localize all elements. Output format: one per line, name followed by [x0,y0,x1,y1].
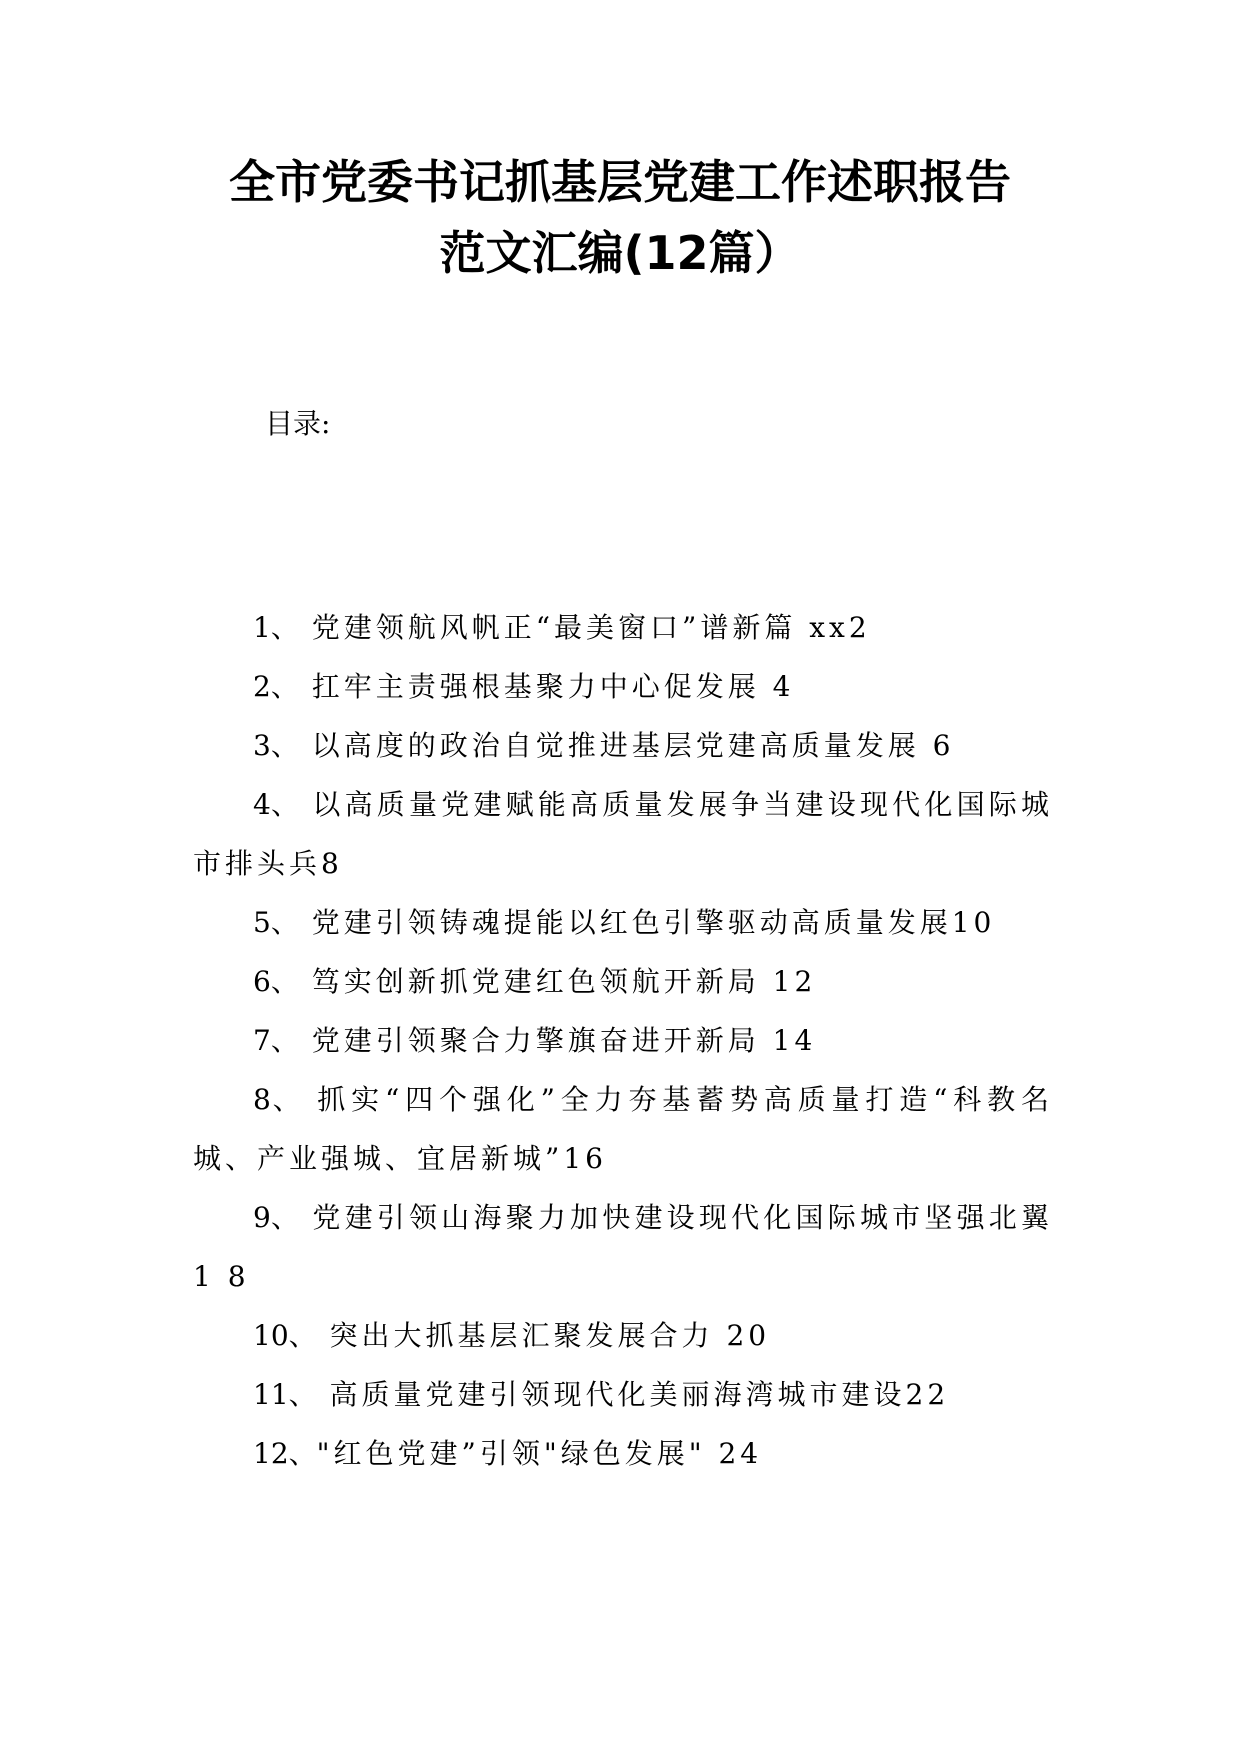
toc-item-text: 扛牢主责强根基聚力中心促发展 4 [298,670,795,703]
toc-item-number: 4、 [253,788,300,821]
toc-item-text: 党建领航风帆正“最美窗口”谱新篇 xx2 [298,611,871,644]
toc-item-text: 抓实“四个强化”全力夯基蓄势高质量打造“科教名城、产业强城、宜居新城”16 [193,1083,1053,1175]
toc-item-number: 11、 [253,1378,317,1411]
toc-item-number: 7、 [253,1024,299,1057]
toc-item-2[interactable] [193,657,1053,716]
toc-item-9[interactable] [193,1188,1053,1306]
toc-item-text: 党建引领铸魂提能以红色引擎驱动高质量发展10 [298,906,996,939]
toc-item-number: 12、 [253,1437,317,1470]
toc-item-11[interactable] [193,1365,1053,1424]
toc-item-10[interactable] [193,1306,1053,1365]
toc-item-text: 党建引领山海聚力加快建设现代化国际城市坚强北翼 1 8 [193,1201,1053,1293]
toc-item-number: 1、 [253,611,299,644]
toc-item-7[interactable] [193,1011,1053,1070]
toc-item-3[interactable] [193,716,1053,775]
toc-item-8[interactable] [193,1070,1053,1188]
toc-item-number: 9、 [253,1201,300,1234]
toc-item-text: 突出大抓基层汇聚发展合力 20 [316,1319,771,1352]
toc-item-text: 以高度的政治自觉推进基层党建高质量发展 6 [298,729,955,762]
toc-item-12[interactable] [193,1424,1053,1483]
toc-item-4[interactable] [193,775,1053,893]
toc-item-text: "红色党建”引领"绿色发展" 24 [316,1437,763,1470]
document-title-line-2: 范文汇编(12篇） [439,226,801,280]
toc-item-number: 3、 [253,729,299,762]
toc-item-5[interactable] [193,893,1053,952]
toc-item-number: 5、 [253,906,299,939]
toc-item-6[interactable] [193,952,1053,1011]
table-of-contents [193,598,1053,1483]
toc-item-number: 6、 [253,965,299,998]
toc-item-text: 以高质量党建赋能高质量发展争当建设现代化国际城市排头兵8 [193,788,1053,880]
toc-item-1[interactable] [193,598,1053,657]
toc-item-number: 8、 [253,1083,303,1116]
document-title-line-1: 全市党委书记抓基层党建工作述职报告 [229,155,1011,209]
toc-item-number: 2、 [253,670,299,703]
toc-item-number: 10、 [253,1319,317,1352]
toc-item-text: 笃实创新抓党建红色领航开新局 12 [298,965,817,998]
toc-item-text: 高质量党建引领现代化美丽海湾城市建设22 [316,1378,950,1411]
toc-heading: 目录: [265,407,331,440]
toc-item-text: 党建引领聚合力擎旗奋进开新局 14 [298,1024,817,1057]
